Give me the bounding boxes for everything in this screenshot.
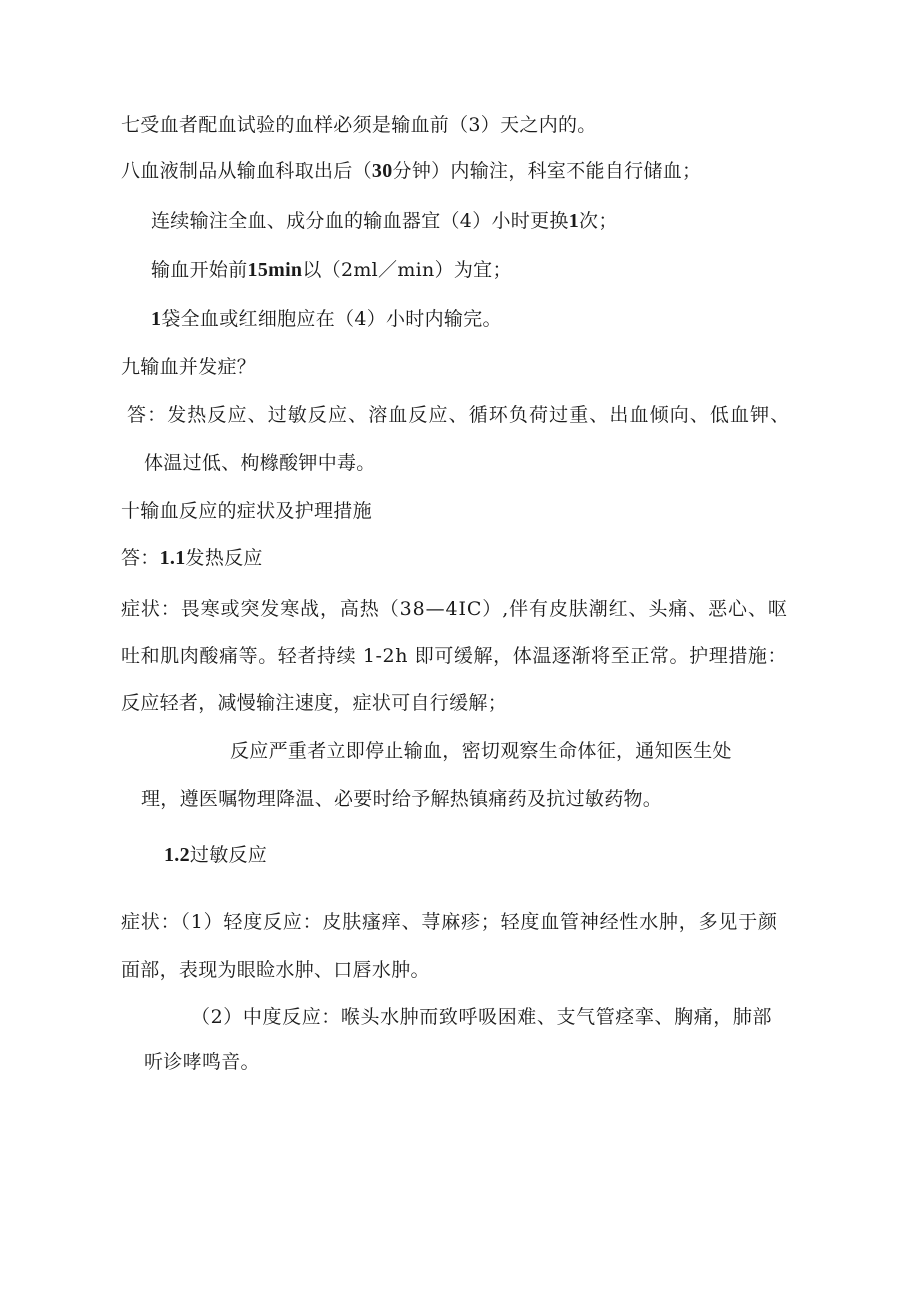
section-9-heading bbox=[121, 355, 256, 379]
complications-answer-line-2 bbox=[144, 451, 376, 475]
complications-answer-line-1 bbox=[127, 403, 790, 427]
allergy-symptoms-line-1 bbox=[121, 910, 778, 934]
initial-infusion-rate-rule bbox=[151, 258, 512, 282]
text-span: 九输血并发症？ bbox=[121, 356, 257, 378]
text-span: 反应严重者立即停止输血，密切观察生命体征，通知医生处 bbox=[230, 740, 732, 762]
text-span: 输血开始前 bbox=[151, 259, 248, 281]
text-span: 七受血者配血试验的血样必须是输血前（3）天之内的。 bbox=[121, 114, 597, 136]
text-span: 袋全血或红细胞应在（4）小时内输完。 bbox=[161, 308, 502, 330]
item-7-blood-sample bbox=[121, 113, 597, 137]
text-span: 症状：畏寒或突发寒战，高热（38—4IC）,伴有皮肤潮红、头痛、恶心、呕 bbox=[121, 598, 788, 620]
text-span: 分钟）内输注，科室不能自行储血； bbox=[392, 160, 702, 182]
text-span: 症状：（1）轻度反应：皮肤瘙痒、荨麻疹；轻度血管神经性水肿，多见于颜 bbox=[121, 911, 778, 933]
text-span: 十输血反应的症状及护理措施 bbox=[121, 500, 372, 522]
text-span: 答：发热反应、过敏反应、溶血反应、循环负荷过重、出血倾向、低血钾、 bbox=[127, 404, 791, 426]
text-span: 理，遵医嘱物理降温、必要时给予解热镇痛药及抗过敏药物。 bbox=[141, 788, 663, 810]
fever-care-line-1 bbox=[121, 691, 507, 715]
text-span: 次； bbox=[579, 210, 618, 232]
text-span: 八血液制品从输血科取出后（ bbox=[121, 160, 372, 182]
allergy-moderate-line-1 bbox=[191, 1005, 772, 1029]
subsection-1-2-heading bbox=[164, 843, 267, 867]
text-span: 体温过低、枸橼酸钾中毒。 bbox=[144, 452, 376, 474]
text-span: 听诊哮鸣音。 bbox=[144, 1051, 260, 1073]
bold-number: 15min bbox=[247, 259, 303, 281]
text-span: 发热反应 bbox=[185, 547, 263, 569]
fever-symptoms-line-1 bbox=[121, 597, 788, 621]
section-10-heading bbox=[121, 499, 372, 523]
text-span: 面部，表现为眼睑水肿、口唇水肿。 bbox=[121, 959, 430, 981]
item-8-blood-product-infusion bbox=[121, 159, 701, 183]
bold-number: 1.2 bbox=[164, 844, 190, 866]
infusion-set-change-rule bbox=[151, 209, 618, 233]
text-span: 过敏反应 bbox=[189, 844, 268, 866]
bold-number: 30 bbox=[371, 160, 393, 182]
text-span: 以（2ml／min）为宜； bbox=[302, 259, 512, 281]
text-span: 答： bbox=[121, 547, 160, 569]
text-span: 连续输注全血、成分血的输血器宜（4）小时更换 bbox=[151, 210, 569, 232]
bold-number: 1 bbox=[568, 210, 580, 232]
bag-completion-rule bbox=[151, 307, 502, 331]
fever-care-line-2 bbox=[230, 739, 732, 763]
subsection-1-1-heading bbox=[121, 546, 263, 570]
bold-number: 1 bbox=[151, 308, 162, 330]
text-span: （2）中度反应：喉头水肿而致呼吸困难、支气管痉挛、胸痛，肺部 bbox=[191, 1006, 773, 1028]
text-span: 反应轻者，减慢输注速度，症状可自行缓解； bbox=[121, 692, 508, 714]
fever-symptoms-line-2 bbox=[121, 644, 787, 668]
allergy-symptoms-line-2 bbox=[121, 958, 430, 982]
bold-number: 1.1 bbox=[159, 547, 186, 569]
text-span: 吐和肌肉酸痛等。轻者持续 1-2h 即可缓解，体温逐渐将至正常。护理措施： bbox=[121, 645, 788, 667]
allergy-moderate-line-2 bbox=[144, 1050, 260, 1074]
fever-care-line-3 bbox=[141, 787, 662, 811]
